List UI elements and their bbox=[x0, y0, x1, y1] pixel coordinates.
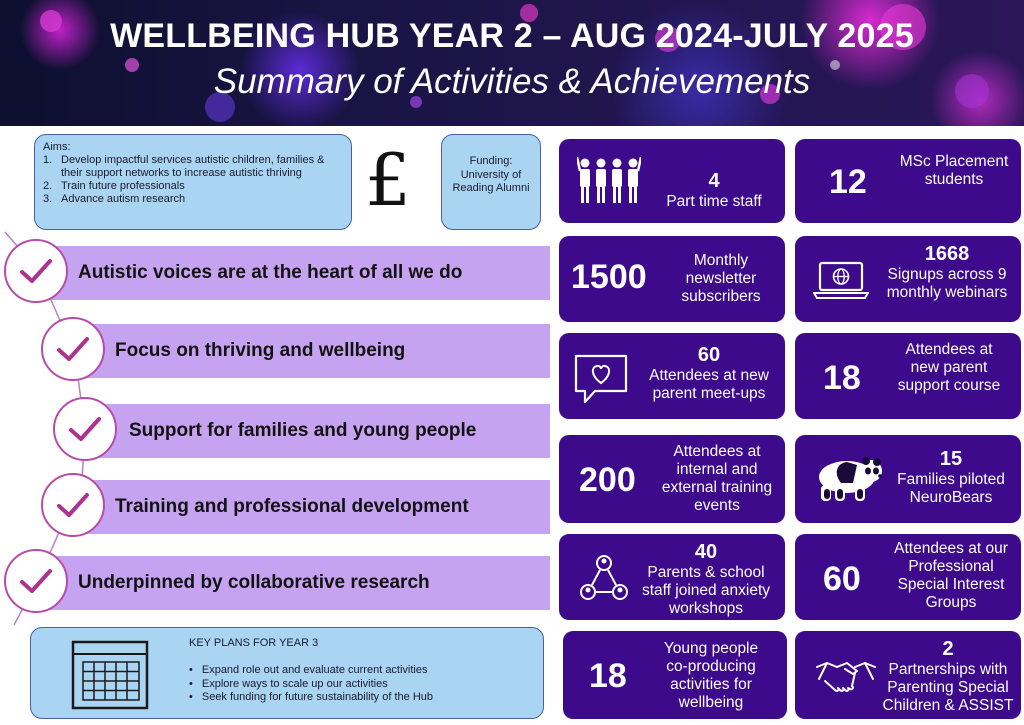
stat-tile-neurobears bbox=[795, 435, 1021, 523]
stat-label: Signups across 9 monthly webinars bbox=[886, 266, 1008, 301]
stat-label: Families piloted NeuroBears bbox=[897, 471, 1005, 506]
handshake-icon bbox=[815, 659, 877, 695]
stat-label: Part time staff bbox=[666, 193, 762, 210]
stat-number: 2 bbox=[942, 638, 954, 660]
check-icon bbox=[41, 473, 105, 537]
stat-number: 12 bbox=[829, 163, 867, 201]
value-bar: Support for families and young people bbox=[86, 404, 550, 458]
aims-item: 3. Advance autism research bbox=[43, 193, 186, 205]
value-bar: Autistic voices are at the heart of all we do bbox=[36, 246, 550, 300]
list-item: • Expand role out and evaluate current activities bbox=[189, 664, 433, 678]
stat-tile-training bbox=[559, 435, 785, 523]
check-icon bbox=[4, 239, 68, 303]
stat-tile-newsletter bbox=[559, 236, 785, 322]
aims-item: 2. Train future professionals bbox=[43, 180, 185, 192]
heart-speech-icon bbox=[573, 353, 629, 405]
stat-tile-anxiety bbox=[559, 534, 785, 620]
key-plans-heading: KEY PLANS FOR YEAR 3 bbox=[189, 637, 319, 649]
page-title: WELLBEING HUB YEAR 2 – AUG 2024-JULY 2025 bbox=[110, 17, 914, 55]
stat-number: 1500 bbox=[571, 258, 647, 296]
stat-tile-staff bbox=[559, 139, 785, 223]
check-icon bbox=[53, 397, 117, 461]
aims-heading: Aims: bbox=[43, 141, 71, 153]
laptop-globe-icon bbox=[813, 260, 869, 300]
calendar-icon bbox=[71, 638, 149, 710]
header-banner bbox=[0, 0, 1024, 126]
funding-box bbox=[441, 134, 541, 230]
stat-label: Attendees at new parent meet-ups bbox=[649, 367, 769, 402]
stat-label: Parents & school staff joined anxiety workshops bbox=[641, 564, 771, 617]
stat-label: Monthly newsletter subscribers bbox=[681, 252, 761, 305]
stat-number: 60 bbox=[823, 560, 861, 598]
stat-label: Young people co-producing activities for wellbeing bbox=[663, 640, 759, 711]
value-bar: Underpinned by collaborative research bbox=[36, 556, 550, 610]
network-people-icon bbox=[579, 554, 629, 604]
stat-number: 1668 bbox=[924, 243, 970, 265]
stat-number: 18 bbox=[589, 657, 627, 695]
stat-label: Attendees at new parent support course bbox=[897, 341, 1001, 394]
funding-label: Funding: bbox=[469, 155, 513, 167]
panda-icon bbox=[811, 453, 885, 503]
key-plans-box bbox=[30, 627, 544, 719]
people-icon bbox=[577, 157, 641, 205]
list-item: • Seek funding for future sustainability of the Hub bbox=[189, 691, 433, 705]
stat-number: 4 bbox=[708, 170, 720, 192]
key-plans-list bbox=[189, 664, 433, 705]
aims-item: 1. Develop impactful services autistic children, families & their support networks to increase autistic thriving bbox=[43, 154, 325, 179]
stat-label: Attendees at our Professional Special Interest Groups bbox=[894, 540, 1008, 611]
stat-number: 40 bbox=[694, 541, 718, 563]
funding-source: University of Reading Alumni bbox=[452, 168, 530, 194]
pound-icon: £ bbox=[365, 138, 411, 222]
stat-label: MSc Placement students bbox=[899, 153, 1009, 188]
stat-tile-course bbox=[795, 333, 1021, 419]
stat-tile-msc bbox=[795, 139, 1021, 223]
stat-tile-webinars bbox=[795, 236, 1021, 322]
stat-label: Partnerships with Parenting Special Children & ASSIST bbox=[882, 661, 1014, 714]
stat-tile-meetups bbox=[559, 333, 785, 419]
stat-tile-partnerships bbox=[795, 631, 1021, 719]
page-subtitle: Summary of Activities & Achievements bbox=[213, 62, 811, 101]
value-bar: Training and professional development bbox=[72, 480, 550, 534]
stat-number: 15 bbox=[939, 448, 963, 470]
stat-number: 60 bbox=[697, 344, 721, 366]
stat-tile-coproducing bbox=[563, 631, 787, 719]
value-bar: Focus on thriving and wellbeing bbox=[72, 324, 550, 378]
stat-number: 18 bbox=[823, 359, 861, 397]
check-icon bbox=[4, 549, 68, 613]
aims-box bbox=[34, 134, 352, 230]
check-icon bbox=[41, 317, 105, 381]
stat-label: Attendees at internal and external training events bbox=[661, 443, 773, 514]
stat-tile-sig bbox=[795, 534, 1021, 620]
stat-number: 200 bbox=[579, 461, 636, 499]
list-item: • Explore ways to scale up our activities bbox=[189, 678, 433, 692]
